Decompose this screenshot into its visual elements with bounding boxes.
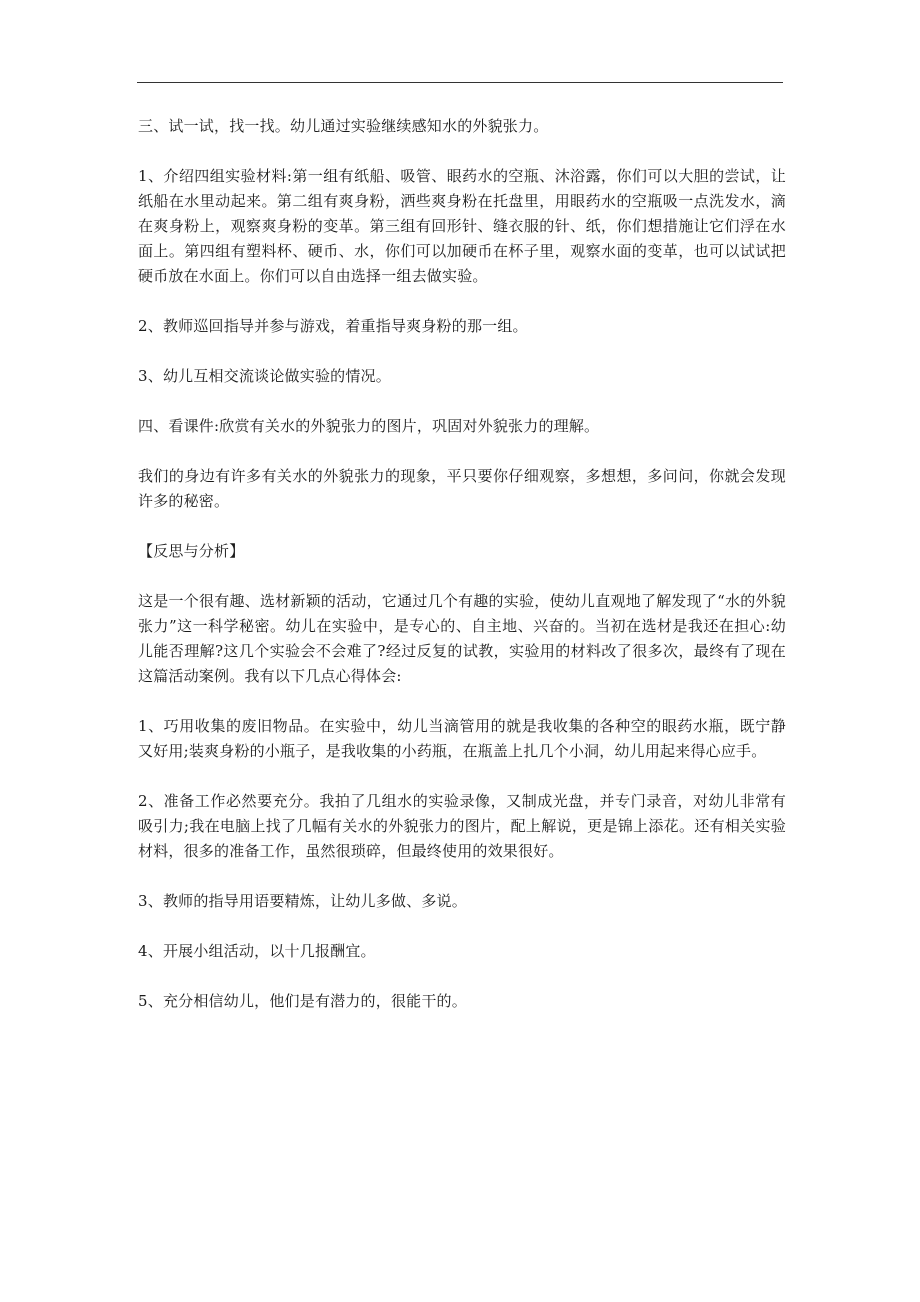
paragraph-teacher-guidance: 2、教师巡回指导并参与游戏，着重指导爽身粉的那一组。 bbox=[138, 317, 528, 335]
paragraph-reflection-intro: 这是一个很有趣、选材新颖的活动，它通过几个有趣的实验，使幼儿直观地了解发现了“水的外貌张力”这一科学秘密。幼儿在实验中，是专心的、自主地、兴奋的。当初在选材是我还在担心:幼儿能否理解?这几个实验会不会难了?经过反复的试教，实验用的材料改了很多次，最终有了现在这篇活动案例。我有以下几点心得体会: bbox=[138, 592, 786, 685]
header-rule bbox=[137, 82, 783, 83]
document-body bbox=[138, 114, 786, 1039]
paragraph-materials: 1、介绍四组实验材料:第一组有纸船、吸管、眼药水的空瓶、沐浴露，你们可以大胆的尝试，让纸船在水里动起来。第二组有爽身粉，洒些爽身粉在托盘里，用眼药水的空瓶吸一点洗发水，滴在爽身粉上，观察爽身粉的变革。第三组有回形针、缝衣服的针、纸，你们想措施让它们浮在水面上。第四组有塑料杯、硬币、水，你们可以加硬币在杯子里，观察水面的变革，也可以试试把硬币放在水面上。你们可以自由选择一组去做实验。 bbox=[138, 167, 786, 285]
paragraph-point-one: 1、巧用收集的废旧物品。在实验中，幼儿当滴管用的就是我收集的各种空的眼药水瓶，既宁静又好用;装爽身粉的小瓶子，是我收集的小药瓶，在瓶盖上扎几个小洞，幼儿用起来得心应手。 bbox=[138, 717, 786, 760]
reflection-heading: 【反思与分析】 bbox=[138, 542, 245, 560]
paragraph-observation: 我们的身边有许多有关水的外貌张力的现象，平只要你仔细观察，多想想，多问问，你就会发现许多的秘密。 bbox=[138, 467, 786, 510]
paragraph-children-discussion: 3、幼儿互相交流谈论做实验的情况。 bbox=[138, 367, 391, 385]
paragraph-point-four: 4、开展小组活动，以十几报酬宜。 bbox=[138, 942, 376, 960]
section-heading-four: 四、看课件:欣赏有关水的外貌张力的图片，巩固对外貌张力的理解。 bbox=[138, 417, 600, 435]
paragraph-point-five: 5、充分相信幼儿，他们是有潜力的，很能干的。 bbox=[138, 992, 467, 1010]
paragraph-point-two: 2、准备工作必然要充分。我拍了几组水的实验录像，又制成光盘，并专门录音，对幼儿非常有吸引力;我在电脑上找了几幅有关水的外貌张力的图片，配上解说，更是锦上添花。还有相关实验材料，很多的准备工作，虽然很琐碎，但最终使用的效果很好。 bbox=[138, 792, 786, 860]
section-heading-three: 三、试一试，找一找。幼儿通过实验继续感知水的外貌张力。 bbox=[138, 117, 549, 135]
paragraph-point-three: 3、教师的指导用语要精炼，让幼儿多做、多说。 bbox=[138, 892, 467, 910]
